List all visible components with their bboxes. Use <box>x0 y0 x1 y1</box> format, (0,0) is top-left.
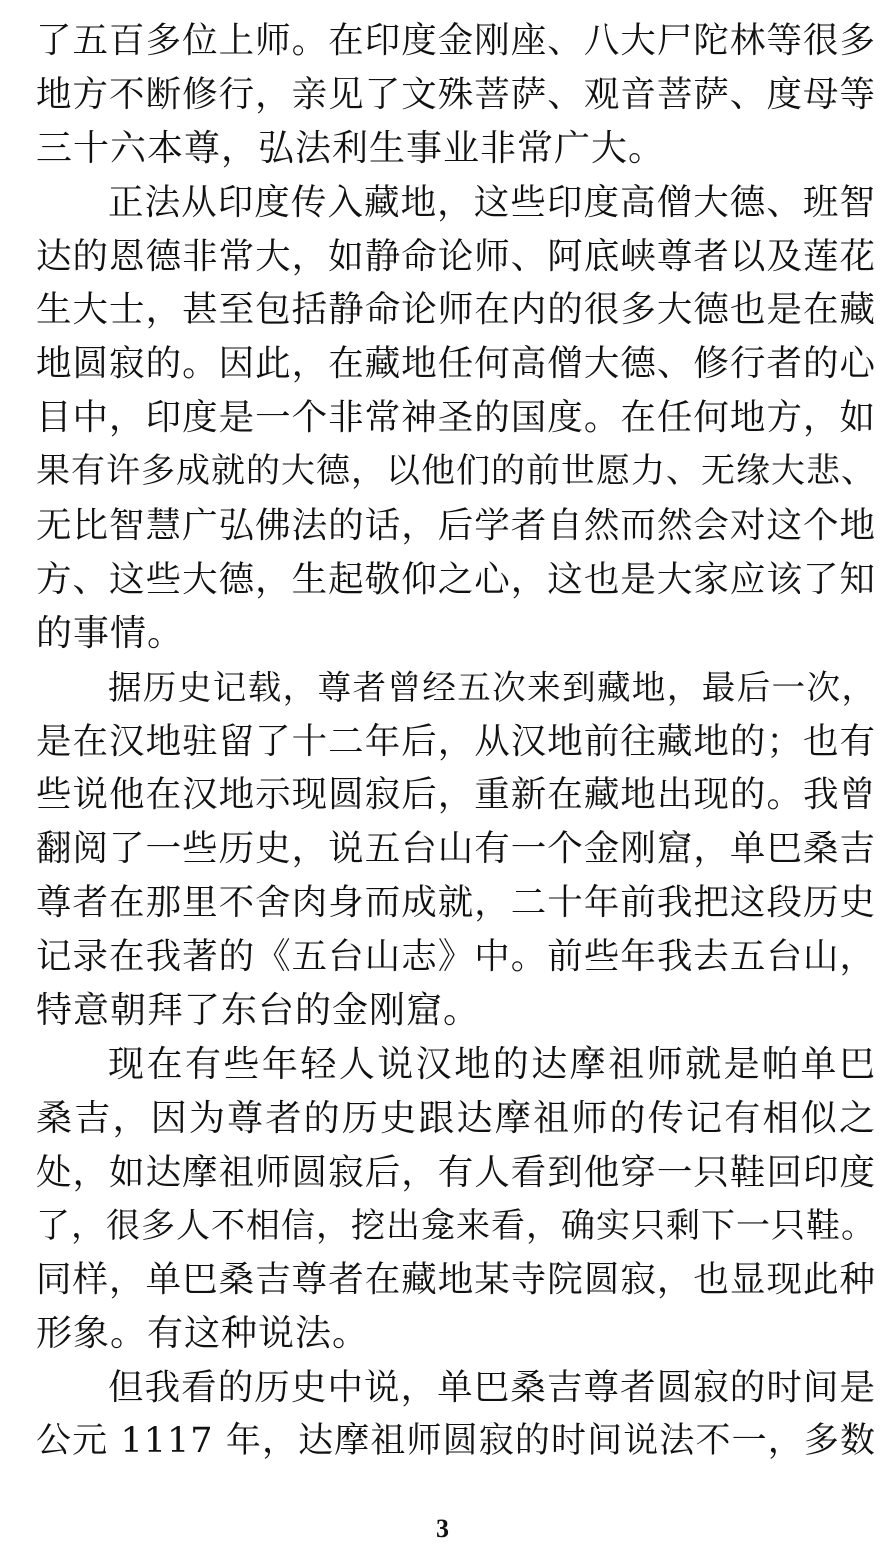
text-line: 达的恩德非常大，如静命论师、阿底峡尊者以及莲花 <box>36 235 876 277</box>
paragraph-5 <box>36 1361 876 1469</box>
text-line: 桑吉，因为尊者的历史跟达摩祖师的传记有相似之 <box>36 1097 876 1139</box>
text-line: 生大士，甚至包括静命论师在内的很多大德也是在藏 <box>36 289 876 331</box>
paragraph-4 <box>36 1038 876 1361</box>
text-line: 了，很多人不相信，挖出龛来看，确实只剩下一只鞋。 <box>36 1205 876 1246</box>
text-line: 翻阅了一些历史，说五台山有一个金刚窟，单巴桑吉 <box>36 828 876 870</box>
text-line: 地圆寂的。因此，在藏地任何高僧大德、修行者的心 <box>36 343 876 385</box>
text-line: 公元 1117 年，达摩祖师圆寂的时间说法不一，多数 <box>36 1421 876 1462</box>
text-line: 些说他在汉地示现圆寂后，重新在藏地出现的。我曾 <box>36 774 876 816</box>
text-line: 地方不断修行，亲见了文殊菩萨、观音菩萨、度母等 <box>36 73 876 115</box>
page-number: 3 <box>436 1514 449 1543</box>
text-line: 处，如达摩祖师圆寂后，有人看到他穿一只鞋回印度 <box>36 1151 876 1193</box>
text-line: 了五百多位上师。在印度金刚座、八大尸陀林等很多 <box>36 20 876 61</box>
text-line: 特意朝拜了东台的金刚窟。 <box>36 990 481 1032</box>
paragraph-3 <box>36 661 876 1038</box>
text-line: 方、这些大德，生起敬仰之心，这也是大家应该了知 <box>36 558 876 600</box>
text-line: 是在汉地驻留了十二年后，从汉地前往藏地的；也有 <box>36 720 876 762</box>
text-line: 三十六本尊，弘法利生事业非常广大。 <box>36 127 666 169</box>
text-line: 据历史记载，尊者曾经五次来到藏地，最后一次， <box>108 667 876 707</box>
paragraph-2 <box>36 176 876 661</box>
paragraph-1 <box>36 14 876 176</box>
text-line: 目中，印度是一个非常神圣的国度。在任何地方，如 <box>36 397 876 439</box>
text-line: 的事情。 <box>36 612 185 654</box>
text-line: 正法从印度传入藏地，这些印度高僧大德、班智 <box>108 181 876 223</box>
text-line: 尊者在那里不舍肉身而成就，二十年前我把这段历史 <box>36 882 876 924</box>
document-page <box>36 14 876 1469</box>
text-line: 同样，单巴桑吉尊者在藏地某寺院圆寂，也显现此种 <box>36 1259 876 1301</box>
text-line: 记录在我著的《五台山志》中。前些年我去五台山， <box>36 936 876 978</box>
text-line: 果有许多成就的大德，以他们的前世愿力、无缘大悲、 <box>36 451 876 492</box>
text-line: 但我看的历史中说，单巴桑吉尊者圆寂的时间是 <box>108 1367 876 1409</box>
text-line: 形象。有这种说法。 <box>36 1313 370 1355</box>
text-line: 无比智慧广弘佛法的话，后学者自然而然会对这个地 <box>36 505 876 547</box>
text-line: 现在有些年轻人说汉地的达摩祖师就是帕单巴 <box>108 1043 876 1085</box>
